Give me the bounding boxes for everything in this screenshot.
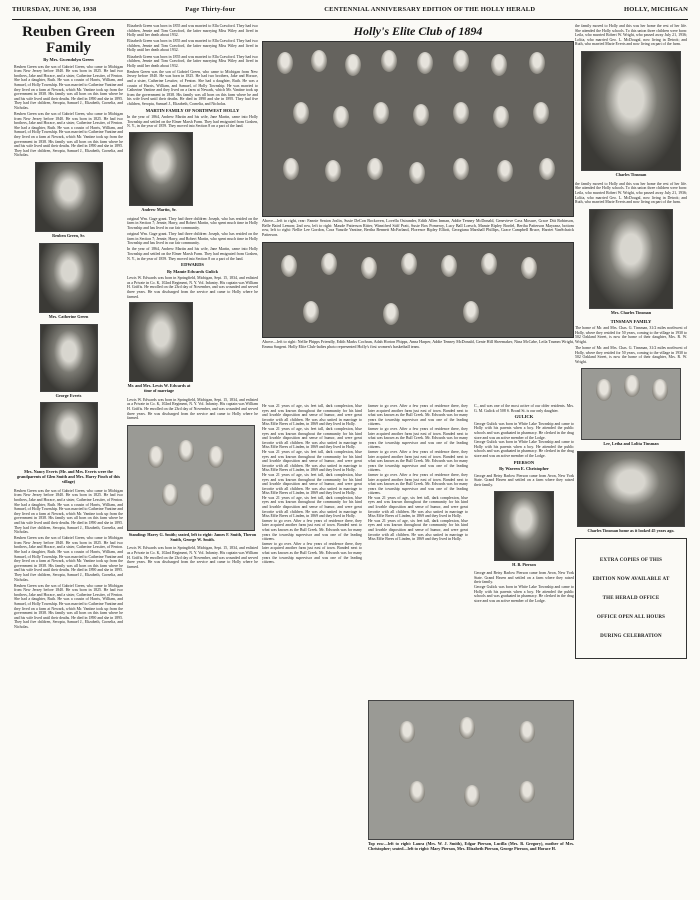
caption-tinsman-home: Charles Tinsman home as it looked 45 years ago. — [587, 528, 675, 534]
caption-tinsman-children: Lee, Letha and Lolita Tinsman — [603, 441, 659, 447]
heading-edwards: EDWARDS — [181, 262, 204, 268]
article-text: Elizabeth Green was born in 1855 and was married to Ella Crawford. They had two children, Jennie and Tom Crawford, the latter marrying Miss Wiley and lived in Holly until her death about 1932. — [127, 24, 258, 38]
article-text: In the year of 1864, Andrew Martin and his wife, Jane Martin, came into Holly Township and settled on the Elmer Marsh Farm. They had emigrated from Goshen, N. Y., in the year of 1859. They moved into Section 8 on a part of the land. — [127, 115, 258, 129]
pierson-family-block — [368, 700, 574, 856]
page-header — [12, 6, 688, 18]
caption-hb-pierson: H. B. Pierson — [512, 561, 536, 567]
article-text: He was 21 years of age, six feet tall, dark complexion, blue eyes and was known throughout the community for his kind and lovable disposition and sense of humor, and were great favorite with all children. He was also united in marriage to Miss Effie Brees of Linden, in 1869 and they lived in Holly. — [262, 404, 362, 427]
article-text: The home of Mr. and Mrs. Chas. G. Tinsman, 31/2 miles northwest of Holly, where they resided for 50 years, coming to the village in 1930 to 502 Oakland Street, is now the home of their daughter, Mrs. R. W. Wright. — [575, 326, 687, 344]
column-middle-c — [474, 404, 574, 603]
caption-mrs-charles-tinsman: Mrs. Charles Tinsman — [610, 309, 652, 315]
column-middle-a — [262, 404, 362, 565]
article-text: Reuben Green was the son of Gabriel Green, who came to Michigan from New Jersey before 1840. He was born in 1825. He had two brothers, Jake and Horace, and a sister, Catherine Lessiter, of Fenton. She had a daughter, Ruth. He was a cousin of Harris, William, and Samuel, of Holly Township. He was married to Catherine Vantine and they lived on a farm at Newark, which Mr. Vantine took up from the government in 1838. His family was all born on this farm where he and his wife lived until their deaths. He died in 1890 and she in 1895. They had five children, Seroptu, Samuel J., Elizabeth, Cornelia, and Nicholas. — [14, 488, 123, 535]
heading-martin-family: MARTIN FAMILY OF NORTHWEST HOLLY — [145, 107, 240, 113]
notice-line: THE HERALD OFFICE — [602, 595, 660, 601]
article-text: In the year of 1864, Andrew Martin and his wife, Jane Martin, came into Holly Township and settled on the Elmer Marsh Farm. They had emigrated from Goshen, N. Y., in the year of 1859. They moved into Section 8 on a part of the land. — [127, 247, 258, 261]
article-text: original Wm. Gage grant. They had three children: Joseph, who has resided on the farm in Section 7; Jennie, Harry, and Robert Martin, who spent much time in Holly Township and has lived in our fair community. — [127, 216, 258, 230]
article-text: George Gulick was born in White Lake Township and came to Holly with his parents when a boy. He attended the public schools and was graduated in pharmacy. He clerked in the drug store and was an active member of the Lodge. — [474, 421, 574, 440]
notice-line: OFFICE OPEN ALL HOURS — [596, 614, 666, 620]
article-text: Lewis W. Edwards was born in Springfield, Michigan, Sept. 15, 1834, and enlisted as a Private in Co. K, 102nd Regiment, N. Y. Vol. Infantry. His captain was William H. Griffis. He enrolled on the 23rd day of November, and was wounded and served three years. He was discharged from the service and came to Holly where he farmed. — [127, 397, 258, 421]
byline: By Mrs. Gwendolyn Green — [43, 57, 94, 62]
page-number: Page Thirty-four — [185, 6, 236, 13]
article-text: Elizabeth Green was born in 1855 and was married to Ella Crawford. They had two children, Jennie and Tom Crawford, the latter marrying Miss Wiley and lived in Holly until her death about 1932. — [127, 54, 258, 68]
article-text: He was 21 years of age, six feet tall, dark complexion, blue eyes and was known throughout the community for his kind and lovable disposition and sense of humor, and were great favorite with all children. He was also united in marriage to Miss Effie Brees of Linden, in 1869 and they lived in Holly. — [262, 495, 362, 519]
byline-edwards: By Mamie Edwards Gulick — [166, 268, 219, 274]
article-text: George Gulick was born in White Lake Township and came to Holly with his parents when a boy. He attended the public schools and was graduated in pharmacy. He clerked in the drug store and was an active member of the Lodge. — [474, 585, 574, 603]
article-text: Lewis W. Edwards was born in Springfield, Michigan, Sept. 15, 1834, and enlisted as a Private in Co. K, 102nd Regiment, N. Y. Vol. Infantry. His captain was William H. Griffis. He enrolled on the 23rd day of November, and was wounded and served three years. He was discharged from the service and came to Holly where he farmed. — [127, 546, 258, 569]
caption-elite-club-1: Above—left to right, rear: Fannie Seaton Joslin, Susie DeCon Bockoven, Lovella Ostrander, Edith Allen Inman, Addie Tenney McDonald, Genevieve Cass Mosure, Grace Ditt Robinson, Belle Baird Lemon; 2nd row, left to right: Maude Patterson Ritter, Winnifred Stiff Pratt, Susie Box Pomeroy, Lucy Ball Loesch, Mamie Ripley Bordel, Bertha Patterson Mayranz, bottom row, left to right: Nellie Lee Gordon, Cora Vanzile Vantine, Bertha Bennett McFarland, Florence Ripley Elliott, Georgiana Marshall Phillips, Grace Campbell Bruce, Harriet VanSchaick Patterson. — [262, 218, 574, 238]
article-text: He was 21 years of age, six feet tall, dark complexion, blue eyes and was known throughout the community for his kind and lovable disposition and sense of humor, and were great favorite with all children. He was also united in marriage to Miss Effie Brees of Linden, in 1869 and they lived in Holly. — [368, 518, 468, 542]
byline-pierson: By Warren E. Christopher — [499, 466, 549, 472]
photo-tinsman-home — [577, 451, 685, 527]
photo-elite-club-1 — [262, 41, 574, 217]
caption-smith-family: Standing: Harry G. Smith; seated, left to right: James F. Smith, Theron Smith, George W. Smith. — [128, 531, 257, 542]
photo-charles-tinsman — [581, 51, 681, 171]
article-text: George and Betsy Barlow Pierson came from Avon, New York State. Grand Haven and settled on a farm where they raised their family. — [474, 473, 574, 487]
article-text: C., and was one of the most active of our older residents. Mrs. G. M. Gulick of 508 S. Broad St. is our only daughter. — [474, 404, 574, 413]
photo-nancy-everts — [40, 402, 98, 468]
photo-andrew-martin — [129, 132, 193, 206]
article-text: original Wm. Gage grant. They had three children: Joseph, who has resided on the farm in Section 7; Jennie, Harry, and Robert Martin, who spent much time in Holly Township and has lived in our fair community. — [127, 232, 258, 246]
photo-george-everts — [40, 324, 98, 392]
photo-reuben-green — [35, 162, 103, 232]
extra-copies-notice — [575, 538, 687, 659]
article-text: The home of Mr. and Mrs. Chas. G. Tinsman, 31/2 miles northwest of Holly, where they resided for 50 years, coming to the village in 1930 to 502 Oakland Street, is now the home of their daughter, Mrs. R. W. Wright. — [575, 346, 687, 364]
elite-club-title: Holly's Elite Club of 1894 — [353, 24, 483, 38]
column-tinsman — [575, 24, 687, 659]
column-martin-edwards — [127, 24, 258, 571]
article-text: farmer to go over. After a few years of residence there, they later acquired another farm just east of town. Bonded next to what was known as the Bull Creek. Mr. Edwards was for many years the township supervisor and was one of the leading citizens. — [368, 472, 468, 496]
article-text: Reuben Green was the son of Gabriel Green, who came to Michigan from New Jersey before 1840. He was born in 1825. He had two brothers, Jake and Horace, and a sister, Catherine Lessiter, of Fenton. She had a daughter, Ruth. He was a cousin of Harris, William, and Samuel, of Holly Township. He was married to Catherine Vantine and they lived on a farm at Newark, which Mr. Vantine took up from the government in 1838. His family was all born on this farm where he and his wife lived until their deaths. He died in 1890 and she in 1895. They had five children, Seroptu, Samuel J., Elizabeth, Cornelia, and Nicholas. — [14, 64, 123, 110]
article-text: Lewis W. Edwards was born in Springfield, Michigan, Sept. 15, 1834, and enlisted as a Private in Co. K, 102nd Regiment, N. Y. Vol. Infantry. His captain was William H. Griffis. He enrolled on the 23rd day of November, and was wounded and served three years. He was discharged from the service and came to Holly where he farmed. — [127, 276, 258, 299]
article-text: He was 21 years of age, six feet tall, dark complexion, blue eyes and was known throughout the community for his kind and lovable disposition and sense of humor, and were great favorite with all children. He was also united in marriage to Miss Effie Brees of Linden, in 1869 and they lived in Holly. — [368, 495, 468, 519]
photo-catherine-green — [39, 243, 99, 313]
article-text: farmer to go over. After a few years of residence there, they later acquired another farm just east of town. Bonded next to what was known as the Bull Creek. Mr. Edwards was for many years the township supervisor and was one of the leading citizens. — [368, 426, 468, 450]
caption-reuben-green: Reuben Green, Sr. — [52, 232, 85, 238]
article-text: He was 21 years of age, six feet tall, dark complexion, blue eyes and was known throughout the community for his kind and lovable disposition and sense of humor, and were great favorite with all children. He was also united in marriage to Miss Effie Brees of Linden, in 1869 and they lived in Holly. — [262, 449, 362, 473]
photo-pierson-family — [368, 700, 574, 840]
photo-elite-club-2 — [262, 242, 574, 338]
notice-line: EXTRA COPIES OF THIS — [599, 557, 663, 563]
issue-date: THURSDAY, JUNE 30, 1938 — [12, 6, 97, 13]
paper-title: CENTENNIAL ANNIVERSARY EDITION OF THE HOLLY HERALD — [324, 6, 536, 13]
article-text: Reuben Green was the son of Gabriel Green, who came to Michigan from New Jersey before 1840. He was born in 1825. He had two brothers, Jake and Horace, and a sister, Catherine Lessiter, of Fenton. She had a daughter, Ruth. He was a cousin of Harris, William, and Samuel, of Holly Township. He was married to Catherine Vantine and they lived on a farm at Newark, which Mr. Vantine took up from the government in 1838. His family was all born on this farm where he and his wife lived until their deaths. He died in 1890 and she in 1895. They had five children, Seroptu, Samuel J., Elizabeth, Cornelia, and Nicholas. — [14, 112, 123, 158]
article-text: the family moved to Holly and this was her home the rest of her life. She attended the Holly schools. To this union three children were born: Leila, who married Robert W. Wright, who passed away July 21, 1936; Lolita, who married Geo. L. McDougal, now living in Detroit; and Ruth, who married Marie Everts and now living on part of the farm. — [575, 181, 687, 205]
photo-tinsman-children — [581, 368, 681, 440]
header-rule — [12, 19, 688, 20]
article-text: He was 21 years of age, six feet tall, dark complexion, blue eyes and was known throughout the community for his kind and lovable disposition and sense of humor, and were great favorite with all children. He was also united in marriage to Miss Effie Brees of Linden, in 1869 and they lived in Holly. — [262, 426, 362, 450]
article-text: Elizabeth Green was born in 1855 and was married to Ella Crawford. They had two children, Jennie and Tom Crawford, the latter marrying Miss Wiley and lived in Holly until her death about 1932. — [127, 39, 258, 53]
photo-smith-family — [127, 425, 255, 531]
headline-green-family: Reuben Green Family — [22, 24, 115, 56]
caption-pierson-family: Top row—left to right: Laura (Mrs. W. J. Smith), Edgar Pierson, Lucilla (Mrs. B. Gregory), mother of Mrs. Christopher; seated—left to right: Mary Pierson, Mrs. Elizabeth Pierson, George Pierson, and Horace H. — [368, 841, 574, 851]
photo-lewis-edwards — [129, 302, 193, 382]
caption-lewis-edwards: Mr. and Mrs. Lewis W. Edwards at time of marriage — [127, 383, 191, 394]
elite-club-section — [262, 24, 574, 353]
article-text: Reuben Green was the son of Gabriel Green, who came to Michigan from New Jersey before 1840. He was born in 1825. He had two brothers, Jake and Horace, and a sister, Catherine Lessiter, of Fenton. She had a daughter, Ruth. He was a cousin of Harris, William, and Samuel, of Holly Township. He was married to Catherine Vantine and they lived on a farm at Newark, which Mr. Vantine took up from the government in 1838. His family was all born on this farm where he and his wife lived until their deaths. He died in 1890 and she in 1895. They had five children, Seroptu, Samuel J., Elizabeth, Cornelia, and Nicholas. — [14, 583, 123, 629]
photo-hb-pierson — [494, 491, 554, 561]
column-middle-b — [368, 404, 468, 542]
caption-charles-tinsman: Charles Tinsman — [615, 171, 647, 177]
column-green-family — [14, 24, 123, 631]
heading-tinsman: TINSMAN FAMILY — [610, 318, 652, 324]
caption-george-everts: George Everts — [55, 392, 82, 398]
caption-andrew-martin: Andrew Martin, Sr. — [141, 206, 177, 212]
notice-line: DURING CELEBRATION — [600, 633, 662, 639]
heading-gulick: GULICK — [514, 414, 534, 420]
article-text: Reuben Green was the son of Gabriel Green, who came to Michigan from New Jersey before 1840. He was born in 1825. He had two brothers, Jake and Horace, and a sister, Catherine Lessiter, of Fenton. She had a daughter, Ruth. He was a cousin of Harris, William, and Samuel, of Holly Township. He was married to Catherine Vantine and they lived on a farm at Newark, which Mr. Vantine took up from the government in 1838. His family was all born on this farm where he and his wife lived until their deaths. He died in 1890 and she in 1895. They had five children, Seroptu, Samuel J., Elizabeth, Cornelia, and Nicholas. — [14, 536, 123, 582]
article-text: George and Betsy Barlow Pierson came from Avon, New York State. Grand Haven and settled on a farm where they raised their family. — [474, 571, 574, 585]
article-text: farmer to go over. After a few years of residence there, they later acquired another farm just east of town. Bonded next to what was known as the Bull Creek. Mr. Edwards was for many years the township supervisor and was one of the leading citizens. — [262, 541, 362, 565]
location: HOLLY, MICHIGAN — [624, 6, 688, 13]
notice-line: EDITION NOW AVAILABLE AT — [592, 576, 670, 582]
article-text: He was 21 years of age, six feet tall, dark complexion, blue eyes and was known throughout the community for his kind and lovable disposition and sense of humor, and were great favorite with all children. He was also united in marriage to Miss Effie Brees of Linden, in 1869 and they lived in Holly. — [262, 472, 362, 496]
photo-mrs-charles-tinsman — [589, 209, 673, 309]
caption-catherine-green: Mrs. Catherine Green — [48, 313, 89, 319]
article-text: farmer to go over. After a few years of residence there, they later acquired another farm just east of town. Bonded next to what was known as the Bull Creek. Mr. Edwards was for many years the township supervisor and was one of the leading citizens. — [262, 518, 362, 542]
article-text: farmer to go over. After a few years of residence there, they later acquired another farm just east of town. Bonded next to what was known as the Bull Creek. Mr. Edwards was for many years the township supervisor and was one of the leading citizens. — [368, 449, 468, 473]
heading-pierson: PIERSON — [513, 459, 535, 465]
caption-nancy-everts: Mrs. Nancy Everts (Mr. and Mrs. Everts were the grandparents of Glen Smith and Mrs. Harry Finch of this village) — [17, 469, 120, 484]
caption-elite-club-2: Above—left to right: Nellie Phipps Friendly, Edith Marks Cochran, Adah Horton Phipps, Anna Harper, Addie Tenney McDonald, Genie Hill Sheemaker, Nina McCabe, Leila Trumm Wright, Emma Sargent. Holly Elite Club-ladies photo represented Holly's first women's basketball team. — [262, 338, 574, 349]
article-text: the family moved to Holly and this was her home the rest of her life. She attended the Holly schools. To this union three children were born: Leila, who married Robert W. Wright, who passed away July 21, 1936; Lolita, who married Geo. L. McDougal, now living in Detroit; and Ruth, who married Marie Everts and now living on part of the farm. — [575, 24, 687, 47]
article-text: Reuben Green was the son of Gabriel Green, who came to Michigan from New Jersey before 1840. He was born in 1825. He had two brothers, Jake and Horace, and a sister, Catherine Lessiter, of Fenton. She had a daughter, Ruth. He was a cousin of Harris, William, and Samuel, of Holly Township. He was married to Catherine Vantine and they lived on a farm at Newark, which Mr. Vantine took up from the government in 1838. His family was all born on this farm where he and his wife lived until their deaths. He died in 1890 and she in 1895. They had five children, Seroptu, Samuel J., Elizabeth, Cornelia, and Nicholas. — [127, 69, 258, 106]
article-text: George Gulick was born in White Lake Township and came to Holly with his parents when a boy. He attended the public schools and was graduated in pharmacy. He clerked in the drug store and was an active member of the Lodge. — [474, 440, 574, 458]
article-text: farmer to go over. After a few years of residence there, they later acquired another farm just east of town. Bonded next to what was known as the Bull Creek. Mr. Edwards was for many years the township supervisor and was one of the leading citizens. — [368, 404, 468, 427]
